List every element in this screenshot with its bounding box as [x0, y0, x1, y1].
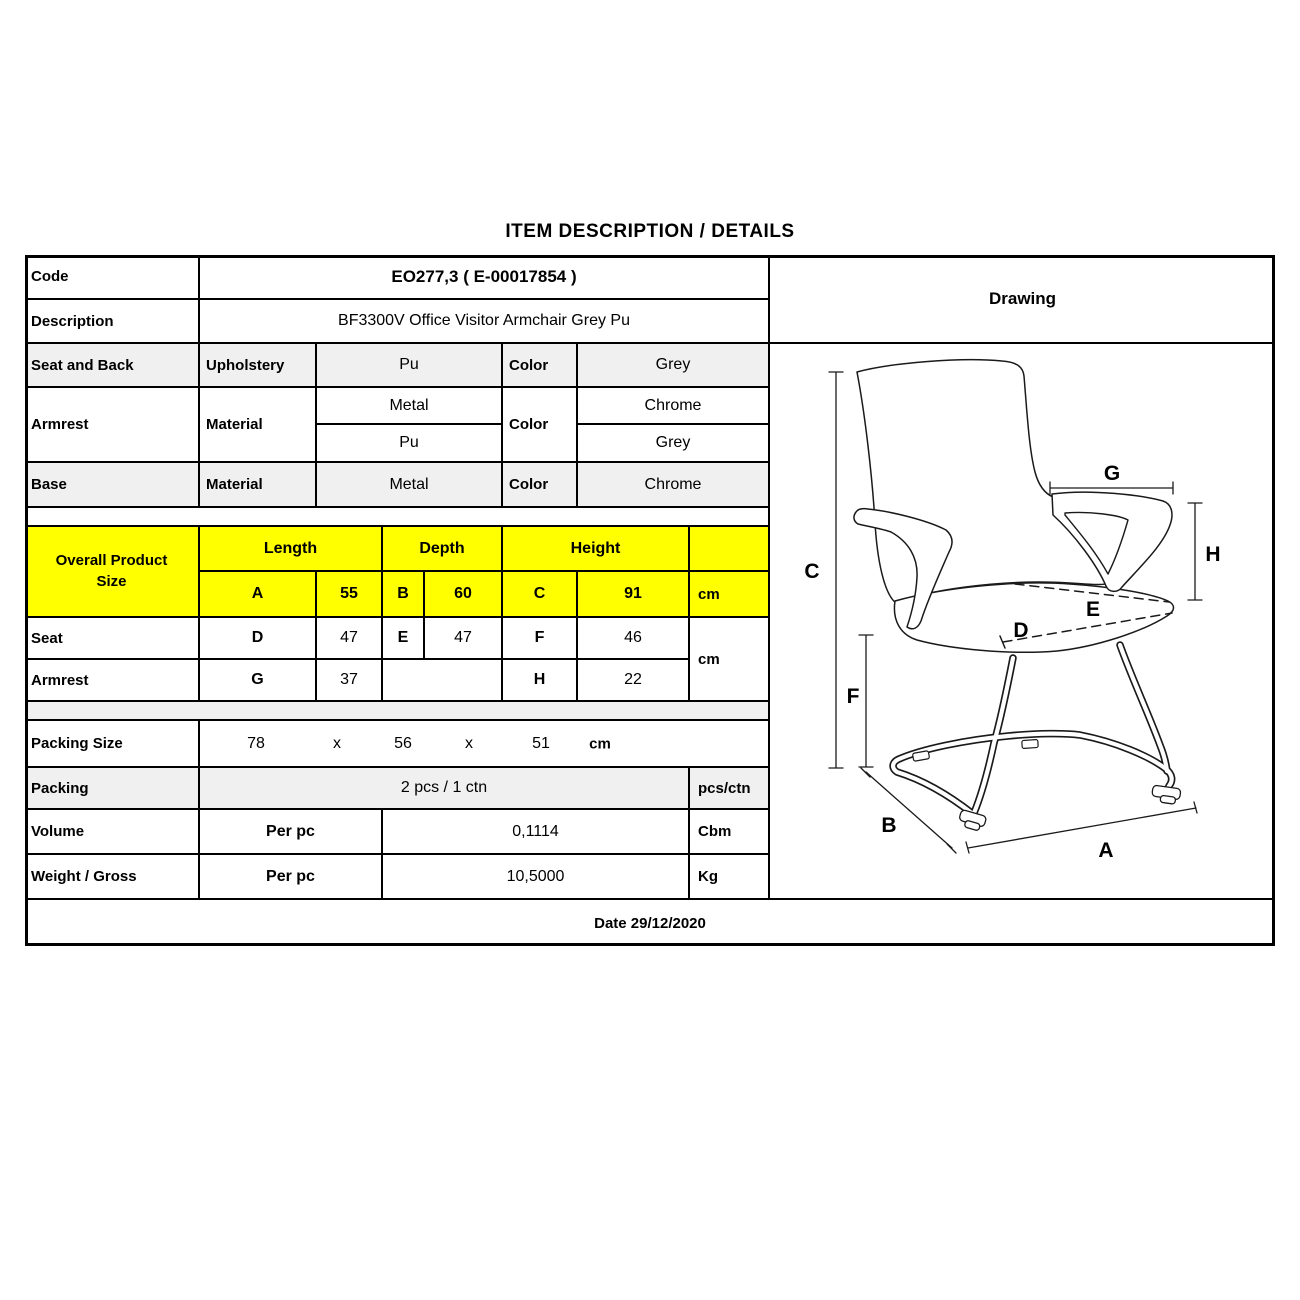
spec-table — [25, 255, 1275, 946]
overall-unit: cm — [690, 572, 770, 618]
armrest-dims-empty — [383, 660, 503, 702]
dim-g-key: G — [200, 660, 317, 702]
drawing-header: Drawing — [770, 255, 1275, 344]
packing-size-label: Packing Size — [25, 721, 200, 768]
dim-d-value: 47 — [317, 618, 383, 660]
base-material: Metal — [317, 463, 503, 508]
col-length: Length — [200, 527, 383, 572]
volume-label: Volume — [25, 810, 200, 855]
spacer-row-1 — [25, 508, 770, 527]
spacer-row-2 — [25, 702, 770, 721]
seat-back-material: Pu — [317, 344, 503, 388]
dim-a-value: 55 — [317, 572, 383, 618]
overall-size-label-line2: Size — [96, 572, 127, 590]
seat-dims-label: Seat — [25, 618, 200, 660]
dim-b-key: B — [383, 572, 425, 618]
description-value: BF3300V Office Visitor Armchair Grey Pu — [200, 300, 770, 344]
seat-back-color-label: Color — [503, 344, 578, 388]
packing-size-value — [200, 721, 770, 768]
armrest-attr: Material — [200, 388, 317, 463]
armrest-dims-label: Armrest — [25, 660, 200, 702]
dim-e-key: E — [383, 618, 425, 660]
chair-backrest — [857, 360, 1108, 603]
drawing-area — [770, 344, 1275, 900]
weight-unit: Kg — [690, 855, 770, 900]
dim-label-b: B — [881, 814, 897, 837]
dim-label-d: D — [1013, 619, 1029, 642]
base-label: Base — [25, 463, 200, 508]
armrest-label: Armrest — [25, 388, 200, 463]
page-title: ITEM DESCRIPTION / DETAILS — [505, 221, 795, 242]
weight-per: Per pc — [200, 855, 383, 900]
date-row: Date 29/12/2020 — [25, 900, 1275, 946]
dim-h-key: H — [503, 660, 578, 702]
packing-size-unit: cm — [589, 735, 611, 752]
packing-size-v2: 56 — [394, 734, 412, 752]
chair-drawing — [770, 344, 1275, 900]
dim-f-key: F — [503, 618, 578, 660]
armrest-color-label: Color — [503, 388, 578, 463]
dim-b-value: 60 — [425, 572, 503, 618]
weight-value: 10,5000 — [383, 855, 690, 900]
weight-label: Weight / Gross — [25, 855, 200, 900]
dim-label-c: C — [804, 560, 820, 583]
dim-label-f: F — [846, 685, 860, 708]
armrest-material-2: Pu — [317, 425, 503, 463]
volume-per: Per pc — [200, 810, 383, 855]
front-foot — [957, 809, 986, 832]
dim-e-value: 47 — [425, 618, 503, 660]
seat-back-label: Seat and Back — [25, 344, 200, 388]
dim-label-e: E — [1085, 598, 1101, 621]
dim-c-value: 91 — [578, 572, 690, 618]
overall-size-label — [25, 527, 200, 618]
seat-back-attr: Upholstery — [200, 344, 317, 388]
chair-sled-base — [893, 645, 1172, 814]
dim-c-key: C — [503, 572, 578, 618]
packing-size-x2: x — [465, 734, 473, 752]
dim-g-value: 37 — [317, 660, 383, 702]
dim-f-value: 46 — [578, 618, 690, 660]
seat-back-color: Grey — [578, 344, 770, 388]
packing-size-v1: 78 — [247, 734, 265, 752]
dim-h-value: 22 — [578, 660, 690, 702]
packing-size-v3: 51 — [532, 734, 550, 752]
glide-tab-mid — [1022, 739, 1039, 748]
base-attr: Material — [200, 463, 317, 508]
packing-unit: pcs/ctn — [690, 768, 770, 810]
description-label: Description — [25, 300, 200, 344]
overall-size-label-line1: Overall Product — [55, 552, 168, 570]
detail-unit: cm — [690, 618, 770, 702]
col-height: Height — [503, 527, 690, 572]
base-color: Chrome — [578, 463, 770, 508]
armrest-color-1: Chrome — [578, 388, 770, 425]
overall-unit-spacer — [690, 527, 770, 572]
packing-label: Packing — [25, 768, 200, 810]
packing-size-x1: x — [333, 734, 341, 752]
volume-unit: Cbm — [690, 810, 770, 855]
dim-label-g: G — [1103, 462, 1121, 485]
packing-value: 2 pcs / 1 ctn — [200, 768, 690, 810]
dim-a-key: A — [200, 572, 317, 618]
dim-label-a: A — [1098, 839, 1114, 862]
col-depth: Depth — [383, 527, 503, 572]
dim-label-h: H — [1205, 543, 1221, 566]
dim-d-key: D — [200, 618, 317, 660]
volume-value: 0,1114 — [383, 810, 690, 855]
code-label: Code — [25, 255, 200, 300]
right-foot — [1151, 785, 1181, 805]
chair-seat — [894, 583, 1173, 652]
code-value: EO277,3 ( E-00017854 ) — [200, 255, 770, 300]
armrest-material-1: Metal — [317, 388, 503, 425]
armrest-color-2: Grey — [578, 425, 770, 463]
base-color-label: Color — [503, 463, 578, 508]
